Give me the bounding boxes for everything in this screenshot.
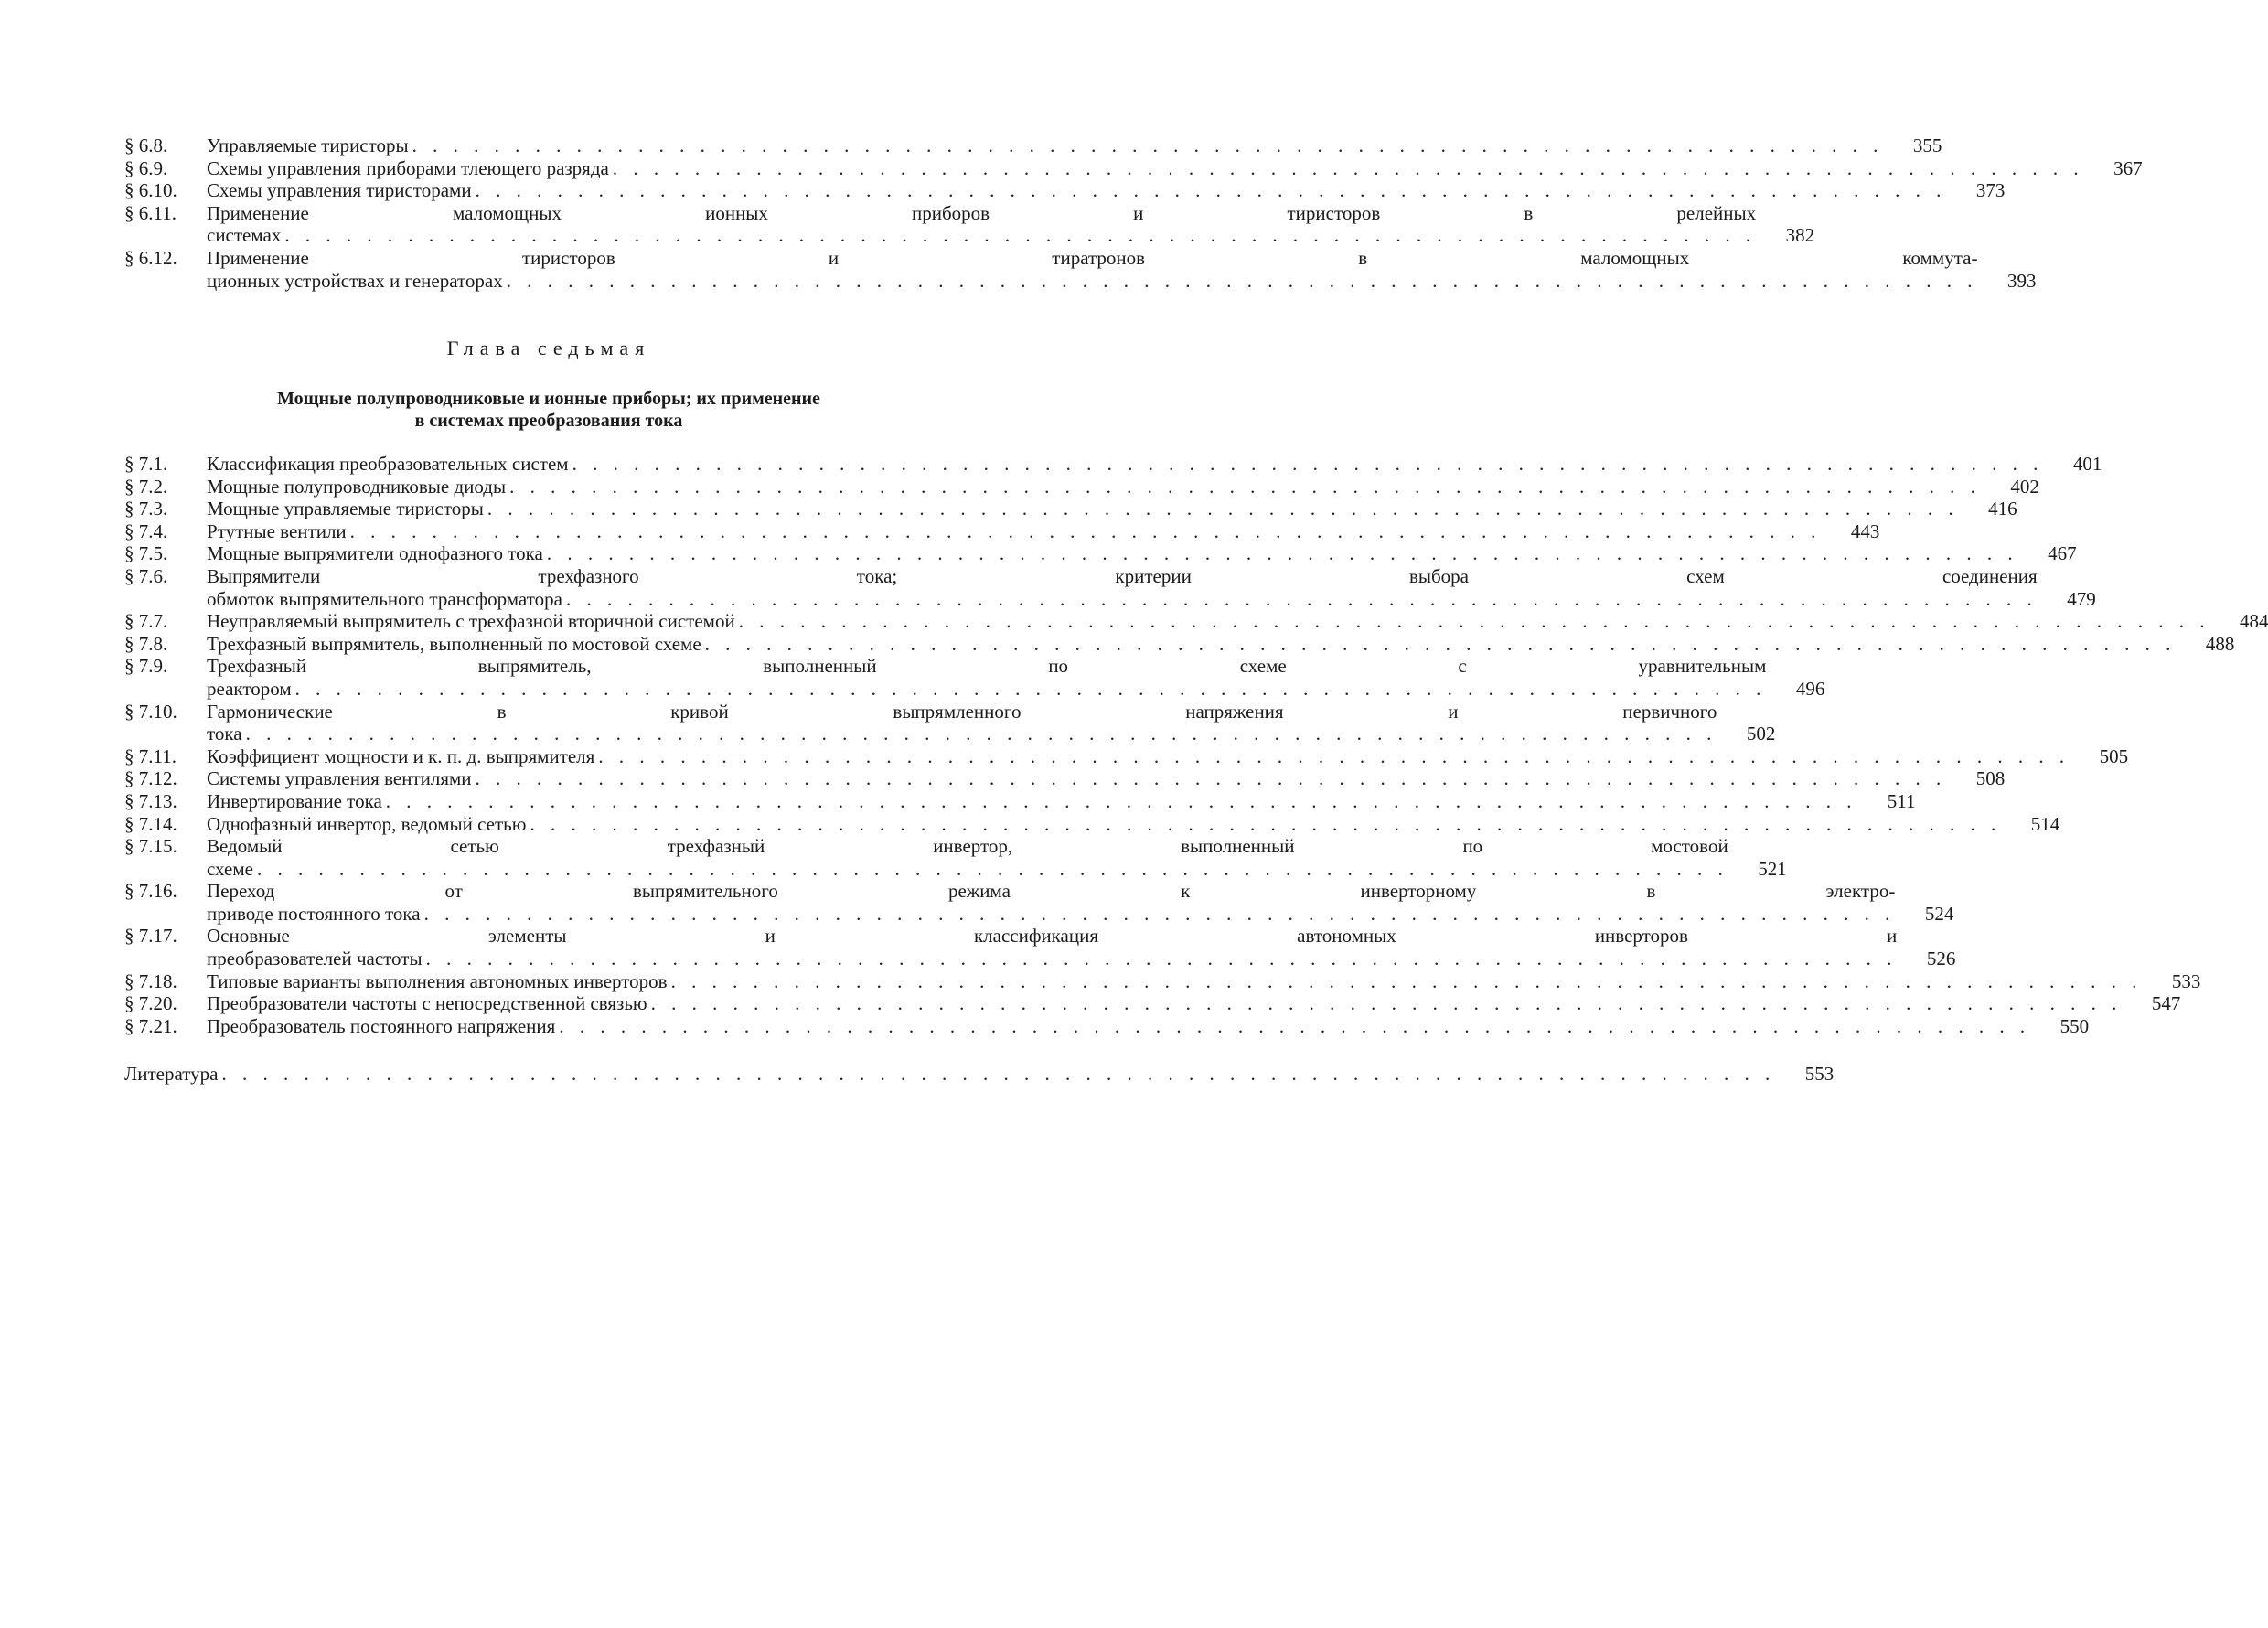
toc-entry-body: [124, 1063, 1777, 1086]
toc-entry[interactable]: [124, 156, 2143, 180]
toc-entry-leader-line: [207, 476, 1981, 498]
section-number: § 6.12.: [124, 246, 177, 269]
section-number: § 7.12.: [124, 767, 177, 790]
toc-entry-leader-line: [207, 453, 2043, 476]
page-number: 367: [2113, 156, 2143, 179]
section-title-last-line: Преобразователь постоянного напряжения: [207, 1015, 559, 1037]
section-title-last-line: Преобразователи частоты с непосредственной связью: [207, 992, 651, 1014]
dot-leader: . . . . . . . . . . . . . . . . . . . . . . . . . . . . . . . . . . . . . . . . . . . . . . . . . . . . . . . . . . . . . . . . . . . . . . . .: [565, 587, 2038, 610]
section-number: § 6.11.: [124, 201, 177, 224]
section-title-last-line: приводе постоянного тока: [207, 903, 424, 925]
toc-entry-leader-line: [207, 948, 1897, 970]
page-number: 533: [2171, 969, 2201, 992]
section-title-last-line: обмоток выпрямительного трансформатора: [207, 588, 566, 610]
toc-entry-leader-line: [207, 610, 2209, 633]
dot-leader: . . . . . . . . . . . . . . . . . . . . . . . . . . . . . . . . . . . . . . . . . . . . . . . . . . . . . . . . . . . . . . . . . . . . . . . .: [475, 767, 1947, 790]
toc-entry-leader-line: [207, 633, 2176, 656]
section-title-last-line: реактором: [207, 678, 295, 700]
toc-entry[interactable]: [124, 632, 2235, 656]
toc-entry[interactable]: [124, 992, 2181, 1015]
toc-entry-body: [207, 134, 1885, 157]
dot-leader: . . . . . . . . . . . . . . . . . . . . . . . . . . . . . . . . . . . . . . . . . . . . . . . . . . . . . . . . . . . . . . . . . . . . . . . .: [385, 789, 1857, 812]
toc-entry[interactable]: [124, 201, 1815, 247]
section-title-line: Выпрямители трехфазного тока; критерии выбора схем соединения: [207, 564, 2038, 587]
section-title-line: Применение тиристоров и тиратронов в маломощных коммута-: [207, 246, 1978, 269]
dot-leader: . . . . . . . . . . . . . . . . . . . . . . . . . . . . . . . . . . . . . . . . . . . . . . . . . . . . . . . . . . . . . . . . . . . . . . . .: [475, 179, 1947, 202]
toc-entry[interactable]: [124, 655, 1825, 700]
dot-leader: . . . . . . . . . . . . . . . . . . . . . . . . . . . . . . . . . . . . . . . . . . . . . . . . . . . . . . . . . . . . . . . . . . . . . . . .: [704, 632, 2177, 655]
toc-entry-body: [207, 880, 1897, 925]
toc-entry-body: [207, 970, 2144, 993]
section-number: § 7.10.: [124, 700, 177, 723]
section-number: § 7.7.: [124, 610, 168, 633]
toc-entry-leader-line: [207, 520, 1821, 543]
dot-leader: . . . . . . . . . . . . . . . . . . . . . . . . . . . . . . . . . . . . . . . . . . . . . . . . . . . . . . . . . . . . . . . . . . . . . . . .: [245, 723, 1717, 745]
toc-entry[interactable]: [124, 700, 1776, 745]
section-title-line: Переход от выпрямительного режима к инверторному в электро-: [207, 880, 1896, 903]
toc-entry[interactable]: [124, 969, 2201, 993]
toc-entry-body: [207, 498, 1961, 520]
section-title-line: Основные элементы и классификация автономных инверторов и: [207, 925, 1898, 948]
dot-leader: . . . . . . . . . . . . . . . . . . . . . . . . . . . . . . . . . . . . . . . . . . . . . . . . . . . . . . . . . . . . . . . . . . . . . . . .: [612, 156, 2084, 179]
toc-entry[interactable]: [124, 475, 2039, 498]
page-number: 382: [1785, 224, 1815, 247]
page-number: 488: [2205, 632, 2235, 655]
page-number: 355: [1912, 134, 1942, 156]
toc-entry[interactable]: [124, 767, 2006, 790]
section-number: § 7.9.: [124, 655, 168, 678]
section-title-last-line: Неуправляемый выпрямитель с трехфазной вторичной системой: [207, 610, 739, 632]
toc-entry-body: [207, 453, 2045, 476]
section-number: § 7.8.: [124, 632, 168, 655]
toc-entry-leader-line: [207, 745, 2070, 768]
page-number: 508: [1975, 767, 2006, 790]
toc-entry[interactable]: [124, 246, 2037, 292]
dot-leader: . . . . . . . . . . . . . . . . . . . . . . . . . . . . . . . . . . . . . . . . . . . . . . . . . . . . . . . . . . . . . . . . . . . . . . . .: [284, 224, 1757, 247]
page-number: 467: [2048, 542, 2077, 565]
toc-entry-body: [207, 813, 2003, 836]
chapter-title: [165, 388, 933, 432]
section-title-line: Ведомый сетью трехфазный инвертор, выполненный по мостовой: [207, 835, 1728, 858]
toc-entry[interactable]: [124, 498, 2017, 520]
section-number: § 6.9.: [124, 156, 168, 179]
section-number: § 7.11.: [124, 744, 177, 767]
toc-entry-leader-line: [207, 270, 1977, 293]
section-title-last-line: Трехфазный выпрямитель, выполненный по мостовой схеме: [207, 633, 705, 655]
toc-entry[interactable]: [124, 542, 2077, 565]
dot-leader: . . . . . . . . . . . . . . . . . . . . . . . . . . . . . . . . . . . . . . . . . . . . . . . . . . . . . . . . . . . . . . . . . . . . . . . .: [506, 269, 1978, 292]
toc-entry-body: [207, 745, 2071, 768]
page-number: 393: [2006, 269, 2037, 292]
dot-leader: . . . . . . . . . . . . . . . . . . . . . . . . . . . . . . . . . . . . . . . . . . . . . . . . . . . . . . . . . . . . . . . . . . . . . . . .: [487, 498, 1959, 520]
toc-entry-leader-line: [207, 588, 2038, 611]
dot-leader: . . . . . . . . . . . . . . . . . . . . . . . . . . . . . . . . . . . . . . . . . . . . . . . . . . . . . . . . . . . . . . . . . . . . . . . .: [412, 134, 1884, 156]
section-number: § 7.16.: [124, 880, 177, 903]
section-number: § 7.21.: [124, 1014, 177, 1037]
section-number: § 7.20.: [124, 992, 177, 1015]
toc-entry-leader-line: [207, 790, 1857, 813]
toc-entry-leader-line: [207, 498, 1959, 520]
section-title-last-line: Мощные полупроводниковые диоды: [207, 476, 509, 498]
toc-entry-body: [207, 476, 1983, 498]
dot-leader: . . . . . . . . . . . . . . . . . . . . . . . . . . . . . . . . . . . . . . . . . . . . . . . . . . . . . . . . . . . . . . . . . . . . . . . .: [294, 677, 1767, 700]
chapter-title-line-2: в системах преобразования тока: [414, 411, 683, 431]
toc-entry[interactable]: [124, 519, 1880, 543]
page-number: 401: [2072, 453, 2102, 475]
toc-entry-leader-line: [207, 813, 2001, 836]
page-number: 402: [2010, 475, 2039, 498]
section-number: § 7.17.: [124, 925, 177, 948]
toc-entry-leader-line: [207, 858, 1728, 881]
toc-entry-body: [207, 633, 2177, 656]
toc-entry-body: [207, 247, 1979, 292]
dot-leader: . . . . . . . . . . . . . . . . . . . . . . . . . . . . . . . . . . . . . . . . . . . . . . . . . . . . . . . . . . . . . . . . . . . . . . . .: [530, 812, 2002, 835]
dot-leader: . . . . . . . . . . . . . . . . . . . . . . . . . . . . . . . . . . . . . . . . . . . . . . . . . . . . . . . . . . . . . . . . . . . . . . . .: [738, 610, 2210, 633]
page-number: 416: [1988, 498, 2017, 520]
section-title-line: Гармонические в кривой выпрямленного напряжения и первичного: [207, 700, 1717, 723]
section-title-last-line: Мощные выпрямители однофазного тока: [207, 542, 547, 564]
toc-entry[interactable]: [124, 1014, 2090, 1038]
section-number: § 7.15.: [124, 835, 177, 858]
dot-leader: . . . . . . . . . . . . . . . . . . . . . . . . . . . . . . . . . . . . . . . . . . . . . . . . . . . . . . . . . . . . . . . . . . . . . . . .: [349, 519, 1822, 542]
page-number: 511: [1887, 789, 1916, 812]
section-title-last-line: Однофазный инвертор, ведомый сетью: [207, 813, 530, 835]
section-title-line: Трехфазный выпрямитель, выполненный по схеме с уравнительным: [207, 655, 1767, 678]
page-number: 479: [2067, 587, 2096, 610]
toc-entry-body: [207, 610, 2211, 633]
section-number: § 7.2.: [124, 475, 168, 498]
dot-leader: . . . . . . . . . . . . . . . . . . . . . . . . . . . . . . . . . . . . . . . . . . . . . . . . . . . . . . . . . . . . . . . . . . . . . . . .: [598, 744, 2070, 767]
section-title-last-line: Управляемые тиристоры: [207, 134, 412, 156]
toc-entry[interactable]: [124, 789, 1916, 813]
section-number: § 7.14.: [124, 812, 177, 835]
page-number: 484: [2239, 610, 2268, 633]
section-number: § 6.8.: [124, 134, 168, 156]
toc-entry-literature[interactable]: [124, 1063, 1835, 1086]
toc-entry-leader-line: [207, 224, 1756, 247]
section-title-last-line: ционных устройствах и генераторах: [207, 270, 507, 292]
toc-entry-leader-line: [207, 1015, 2030, 1038]
dot-leader: . . . . . . . . . . . . . . . . . . . . . . . . . . . . . . . . . . . . . . . . . . . . . . . . . . . . . . . . . . . . . . . . . . . . . . . .: [650, 992, 2123, 1015]
toc-entry-body: [207, 202, 1758, 247]
toc-entry-body: [207, 992, 2124, 1015]
toc-section-chapter-7: [124, 453, 2268, 1037]
toc-entry[interactable]: [124, 179, 2006, 202]
toc-entry-body: [207, 565, 2039, 610]
section-title-last-line: Системы управления вентилями: [207, 767, 476, 789]
chapter-title-line-1: Мощные полупроводниковые и ионные приборы; их применение: [277, 389, 820, 409]
literature-label: Литература: [124, 1063, 221, 1085]
section-title-last-line: Классификация преобразовательных систем: [207, 453, 572, 475]
page-number: 526: [1926, 948, 1956, 970]
section-number: § 7.13.: [124, 789, 177, 812]
page-number: 373: [1975, 179, 2006, 202]
dot-leader: . . . . . . . . . . . . . . . . . . . . . . . . . . . . . . . . . . . . . . . . . . . . . . . . . . . . . . . . . . . . . . . . . . . . . . . .: [425, 948, 1898, 970]
dot-leader: . . . . . . . . . . . . . . . . . . . . . . . . . . . . . . . . . . . . . . . . . . . . . . . . . . . . . . . . . . . . . . . . . . . . . . . .: [423, 902, 1896, 925]
toc-entry-body: [207, 701, 1718, 745]
toc-entry-leader-line: [207, 134, 1883, 157]
section-title-last-line: Инвертирование тока: [207, 790, 386, 812]
toc-entry-leader-line: [207, 970, 2142, 993]
section-title-last-line: Мощные управляемые тиристоры: [207, 498, 487, 519]
toc-entry-body: [207, 1015, 2032, 1038]
page-number: 550: [2059, 1014, 2090, 1037]
toc-section-chapter-6: [124, 134, 2143, 292]
dot-leader: . . . . . . . . . . . . . . . . . . . . . . . . . . . . . . . . . . . . . . . . . . . . . . . . . . . . . . . . . . . . . . . . . . . . . . . . . . . .: [221, 1063, 1776, 1085]
page-number: 547: [2151, 992, 2181, 1015]
toc-entry-body: [207, 157, 2086, 180]
toc-entry-body: [207, 542, 2020, 565]
toc-entry[interactable]: [124, 835, 1787, 880]
page-number: 496: [1795, 677, 1825, 700]
section-title-last-line: преобразователей частоты: [207, 948, 426, 969]
toc-entry[interactable]: [124, 134, 1942, 157]
toc-entry-leader-line: [207, 678, 1766, 701]
section-number: § 7.3.: [124, 498, 168, 520]
page-number: 524: [1924, 902, 1954, 925]
page-number: 505: [2099, 744, 2129, 767]
dot-leader: . . . . . . . . . . . . . . . . . . . . . . . . . . . . . . . . . . . . . . . . . . . . . . . . . . . . . . . . . . . . . . . . . . . . . . . .: [572, 453, 2044, 475]
toc-entry-leader-line: [207, 992, 2122, 1015]
section-number: § 7.6.: [124, 564, 168, 587]
toc-entry[interactable]: [124, 564, 2096, 610]
dot-leader: . . . . . . . . . . . . . . . . . . . . . . . . . . . . . . . . . . . . . . . . . . . . . . . . . . . . . . . . . . . . . . . . . . . . . . . .: [559, 1014, 2031, 1037]
section-title-last-line: Ртутные вентили: [207, 520, 350, 542]
toc-entry[interactable]: [124, 744, 2129, 768]
section-title-last-line: схеме: [207, 858, 257, 880]
toc-entry-leader-line: [207, 903, 1895, 926]
toc-entry-leader-line: [207, 723, 1717, 745]
page-number: 502: [1746, 723, 1776, 745]
toc-entry-leader-line: [207, 542, 2018, 565]
page-number: 443: [1850, 519, 1880, 542]
toc-entry[interactable]: [124, 453, 2102, 476]
dot-leader: . . . . . . . . . . . . . . . . . . . . . . . . . . . . . . . . . . . . . . . . . . . . . . . . . . . . . . . . . . . . . . . . . . . . . . . .: [546, 542, 2018, 565]
toc-entry-body: [207, 179, 1948, 202]
section-title-last-line: Типовые варианты выполнения автономных инверторов: [207, 970, 671, 992]
toc-entry[interactable]: [124, 812, 2060, 836]
toc-entry[interactable]: [124, 610, 2268, 633]
toc-entry-leader-line: [207, 179, 1946, 202]
page-number: 521: [1758, 857, 1787, 880]
toc-entry-body: [207, 790, 1859, 813]
toc-entry-leader-line: [124, 1063, 1775, 1086]
section-number: § 6.10.: [124, 179, 177, 202]
dot-leader: . . . . . . . . . . . . . . . . . . . . . . . . . . . . . . . . . . . . . . . . . . . . . . . . . . . . . . . . . . . . . . . . . . . . . . . .: [509, 475, 1981, 498]
toc-entry[interactable]: [124, 925, 1956, 970]
section-number: § 7.1.: [124, 453, 168, 475]
toc-entry-body: [207, 767, 1948, 790]
dot-leader: . . . . . . . . . . . . . . . . . . . . . . . . . . . . . . . . . . . . . . . . . . . . . . . . . . . . . . . . . . . . . . . . . . . . . . . .: [670, 969, 2143, 992]
section-title-last-line: системах: [207, 224, 284, 246]
toc-entry-leader-line: [207, 767, 1946, 790]
toc-entry-body: [207, 835, 1730, 880]
toc-entry-body: [207, 520, 1823, 543]
page-number: 553: [1804, 1063, 1835, 1085]
dot-leader: . . . . . . . . . . . . . . . . . . . . . . . . . . . . . . . . . . . . . . . . . . . . . . . . . . . . . . . . . . . . . . . . . . . . . . . .: [256, 857, 1728, 880]
toc-entry-leader-line: [207, 157, 2084, 180]
section-number: § 7.4.: [124, 519, 168, 542]
toc-entry-body: [207, 655, 1768, 700]
section-number: § 7.18.: [124, 969, 177, 992]
section-number: § 7.5.: [124, 542, 168, 565]
section-title-last-line: Коэффициент мощности и к. п. д. выпрямителя: [207, 745, 598, 767]
section-title-line: Применение маломощных ионных приборов и тиристоров в релейных: [207, 201, 1757, 224]
section-title-last-line: Схемы управления приборами тлеющего разряда: [207, 157, 613, 179]
section-title-last-line: тока: [207, 723, 246, 744]
toc-entry[interactable]: [124, 880, 1954, 925]
page-number: 514: [2030, 812, 2060, 835]
section-title-last-line: Схемы управления тиристорами: [207, 179, 476, 201]
chapter-heading: Глава седьмая: [446, 337, 651, 359]
toc-entry-body: [207, 925, 1899, 969]
